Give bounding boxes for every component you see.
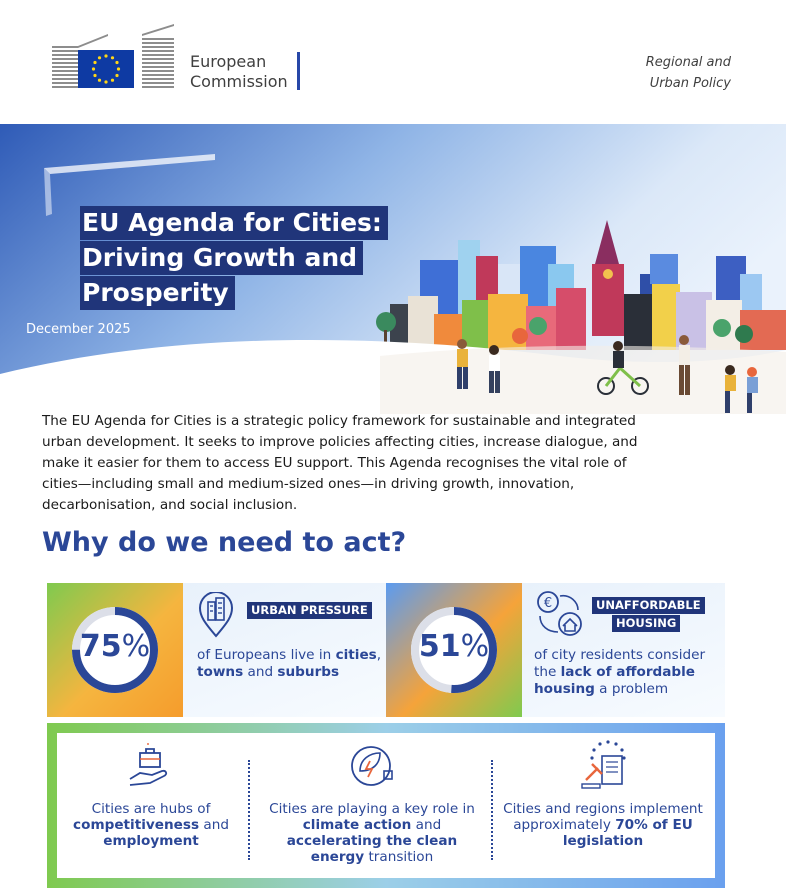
euro-house-icon (534, 588, 584, 638)
desc-part-bold: towns (197, 664, 244, 680)
hand-briefcase-icon (126, 743, 176, 793)
desc-part: of Europeans live in (197, 647, 336, 663)
org-name-line2: Commission (190, 72, 288, 91)
fact-part: Cities and regions implement approximately (503, 801, 703, 833)
stat-description (534, 647, 719, 698)
svg-text:€: € (543, 596, 553, 611)
stat-unit: % (460, 629, 490, 664)
fact-part: Cities are hubs of (91, 801, 211, 817)
section-title: Why do we need to act? (42, 527, 407, 558)
fact-climate (260, 801, 484, 865)
desc-part: and (243, 664, 278, 680)
fact-part: and (199, 817, 229, 833)
desc-part: of city residents consider the (534, 647, 706, 680)
dg-label-line2: Urban Policy (649, 76, 731, 91)
hero-title-line: EU Agenda for Cities: (80, 206, 388, 240)
fact-competitiveness (46, 801, 256, 849)
hero-banner (0, 124, 786, 414)
fact-part: Cities are playing a key role in (269, 801, 475, 817)
stat-unit: % (121, 629, 151, 664)
logo-divider (297, 52, 300, 90)
fact-part-bold: employment (103, 833, 199, 849)
org-name-line1: European (190, 52, 267, 71)
fact-part-bold: 70% of EU legislation (562, 817, 693, 849)
hero-title-line: Driving Growth and (80, 241, 363, 275)
dg-label (646, 52, 731, 94)
desc-part-bold: lack of affordable housing (534, 664, 696, 697)
plug-leaf-icon (346, 741, 396, 791)
stat-tag: UNAFFORDABLE (592, 597, 705, 614)
stat-tag: URBAN PRESSURE (247, 602, 372, 619)
desc-part: a problem (594, 681, 669, 697)
hero-title (80, 206, 388, 311)
stat-value (67, 629, 163, 664)
fact-part-bold: climate action (302, 817, 412, 833)
stat-description (197, 647, 382, 681)
fact-part-bold: competitiveness (73, 817, 200, 833)
hero-title-line: Prosperity (80, 276, 235, 310)
stat-tag: HOUSING (612, 615, 680, 632)
city-pin-icon (196, 592, 236, 638)
desc-part-bold: suburbs (277, 664, 340, 680)
desc-part: , (376, 647, 382, 663)
header (0, 0, 786, 124)
fact-part: and (411, 817, 442, 833)
publication-date: December 2025 (26, 322, 131, 337)
desc-part-bold: cities (335, 647, 377, 663)
stat-number: 75 (79, 629, 122, 664)
dg-label-line1: Regional and (645, 55, 731, 70)
org-name (190, 52, 288, 92)
stat-number: 51 (418, 629, 461, 664)
fact-part: transition (364, 849, 434, 865)
facts-divider (491, 760, 493, 860)
fact-part-bold: accelerating the clean energy (286, 833, 458, 865)
intro-paragraph: The EU Agenda for Cities is a strategic policy framework for sustainable and integrated urban development. It seeks to improve policies affecting cities, increase dialogue, and make it easier for them to access EU support. This Agenda recognises the vital role of cities—including small and medium-sized ones—in driving growth, innovation, decarbonisation, and social inclusion. (42, 413, 638, 513)
eu-legislation-icon (578, 738, 638, 792)
stat-value (406, 629, 502, 664)
fact-legislation (500, 801, 706, 849)
